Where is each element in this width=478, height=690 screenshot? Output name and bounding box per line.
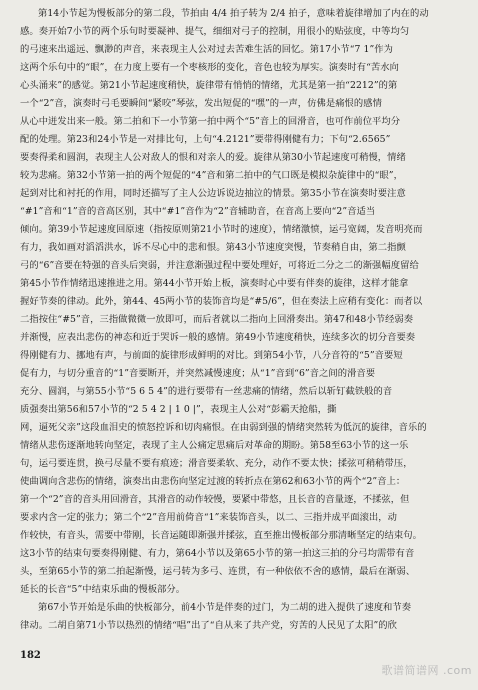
text-line: 情绪从悲伤逐渐地转向坚定，表现了主人公痛定思痛后对革命的期盼。第58至63小节的这一乐 <box>20 440 409 451</box>
text-line: 头，至第65小节的第二拍起渐慢，运弓转为多弓、连贯，有一种依依不舍的感情，最后在渐弱、 <box>20 566 416 577</box>
text-line: 延长的长音“5”中结束乐曲的慢板部分。 <box>20 584 186 595</box>
text-line: 要求内含一定的张力；第二个“2”音用前倚音“1”来装饰音头，以二、三指并成平面滚出，动 <box>20 512 397 523</box>
text-line: 句，运弓要连贯，换弓尽量不要有痕迹；滑音要柔软、充分，动作不要太快；揉弦可稍稍带压， <box>20 458 413 469</box>
text-line: 要奏得柔和圆润，表现主人公对敌人的恨和对亲人的爱。旋律从第30小节起速度可稍慢，情绪 <box>20 152 406 163</box>
text-line: 促有力，与切分重音的“1”音要断开，并突然减慢速度；从“1”音到“6”音之间的滑音要 <box>20 368 376 379</box>
text-line: 并渐慢，应表出悲伤的神态和近于哭诉一般的感情。第49小节速度稍快，连续多次的切分音要奏 <box>20 332 416 343</box>
text-line: 第一个“2”音的音头用回滑音，其滑音的动作较慢，要紧中带悠，且长音的音量逐，不揉弦，但 <box>20 494 410 505</box>
text-line: 律动。二胡自第71小节以热烈的情绪“唱”出了“自从来了共产党，穷苦的人民见了太阳”的欣 <box>20 620 397 631</box>
text-line: 从心中迸发出来一般。第二拍和下一小节第一拍中两个“5”音上的回滑音，也可作前位平均分 <box>20 116 401 127</box>
text-line: 感。奏开始7小节的两个乐句时要凝神、提气，细细对弓子的控制，用很小的贴弦度，中等均匀 <box>20 26 410 37</box>
text-line: 第45小节作情绪迅速推进之用。第44小节开始上板，演奏时心中要有伴奏的旋律，这样才能拿 <box>20 278 409 289</box>
text-line: 配的处理。第23和24小节是一对排比句，上句“4.2121”要带得刚健有力；下句“2.6565” <box>20 134 391 145</box>
text-line: 这两个乐句中的“眼”，在力度上要有一个枣核形的变化，音色也较为厚实。演奏时有“苦水向 <box>20 62 399 73</box>
text-line: 网，逼死父亲”这段血泪史的愤怒控诉和切肉痛恨。在由弱到强的情绪突然转为低沉的旋律，音乐的 <box>20 422 427 433</box>
text-line: 得刚健有力、挪地有声，与前面的旋律形成鲜明的对比。到第54小节，八分音符的“5”音要短 <box>20 350 403 361</box>
text-line: 二指按住“#5”音，三指做微微一放即可，而后者就以二指向上回滑奏出。第47和48小节经弱奏 <box>20 314 414 325</box>
text-line: 充分、圆润，与第55小节“5 6 5 4”的进行要带有一丝悲痛的情绪，然后以斩钉截铁般的音 <box>20 386 393 397</box>
text-line: 起到对比和衬托的作用，同时还描写了主人公边诉说边抽泣的情景。第35小节在演奏时要注意 <box>20 188 406 199</box>
text-line: 心头涌来”的感觉。第21小节起速度稍快，旋律带有悄悄的情绪，尤其是第一拍“2212”的第 <box>20 80 398 91</box>
text-line: 这3小节的结束句要奏得刚健、有力，第64小节以及第65小节的第一拍这三拍的分弓均需带有音 <box>20 548 415 559</box>
text-line: 第14小节起为慢板部分的第二段，节拍由 4/4 拍子转为 2/4 拍子，意味着旋律增加了内在的动 <box>38 8 429 19</box>
text-line: “#1”音和“1”音的音高区别，其中“#1”音作为“2”音辅助音，在音高上要向“2”音适当 <box>20 206 376 217</box>
text-line: 弓的“6”音要在特强的音头后突弱，并注意渐强过程中要处理好，可将近二分之二的渐强幅度留给 <box>20 260 419 271</box>
text-line: 使曲调向含悲伤的情绪，演奏出由悲伤向坚定过渡的转折点在第62和63小节的两个“2”音上： <box>20 476 406 487</box>
text-line: 一个“2”音，演奏时弓毛要瞬间“紧咬”琴弦，发出短促的“嘿”的一声，仿佛是痛恨的感情 <box>20 98 382 109</box>
text-line: 较为悲痛。第32小节第一拍的两个短促的“4”音和第二拍中的气口既是模拟杂旋律中的“眼”， <box>20 170 403 181</box>
watermark: 歌谱简谱网 .com <box>381 664 472 677</box>
text-line: 的弓速来出遥远、飘渺的声音，来表现主人公对过去苦难生活的回忆。第17小节“7 1”作为 <box>20 44 393 55</box>
text-line: 作较快，有音头，需要中带刚，长音运随即渐强并揉弦，直至推出慢板部分那清晰坚定的结束句。 <box>20 530 422 541</box>
text-line: 倾向。第39小节起速度回原速（指按原则第21小节时的速度），情绪激愤，运弓宽阔，发音明亮而 <box>20 224 423 235</box>
text-line: 质强奏出第56和57小节的“2 5 4 2 | 1 0 |”，表现主人公对“彭霸天抢船，撕 <box>20 404 337 415</box>
text-line: 有力，我如画对滔滔洪水，诉不尽心中的悲和恨。第43小节速度突慢，节奏稍自由，第二指颤 <box>20 242 406 253</box>
text-line: 握好节奏的律动。此外，第44、45两小节的装饰音均是“#5/6”，但在奏法上应稍有变化：而者以 <box>20 296 423 307</box>
text-line: 第67小节开始是乐曲的快板部分，前4小节是伴奏的过门，为二胡的进入提供了速度和节奏 <box>38 602 412 613</box>
page-number: 182 <box>20 650 41 661</box>
